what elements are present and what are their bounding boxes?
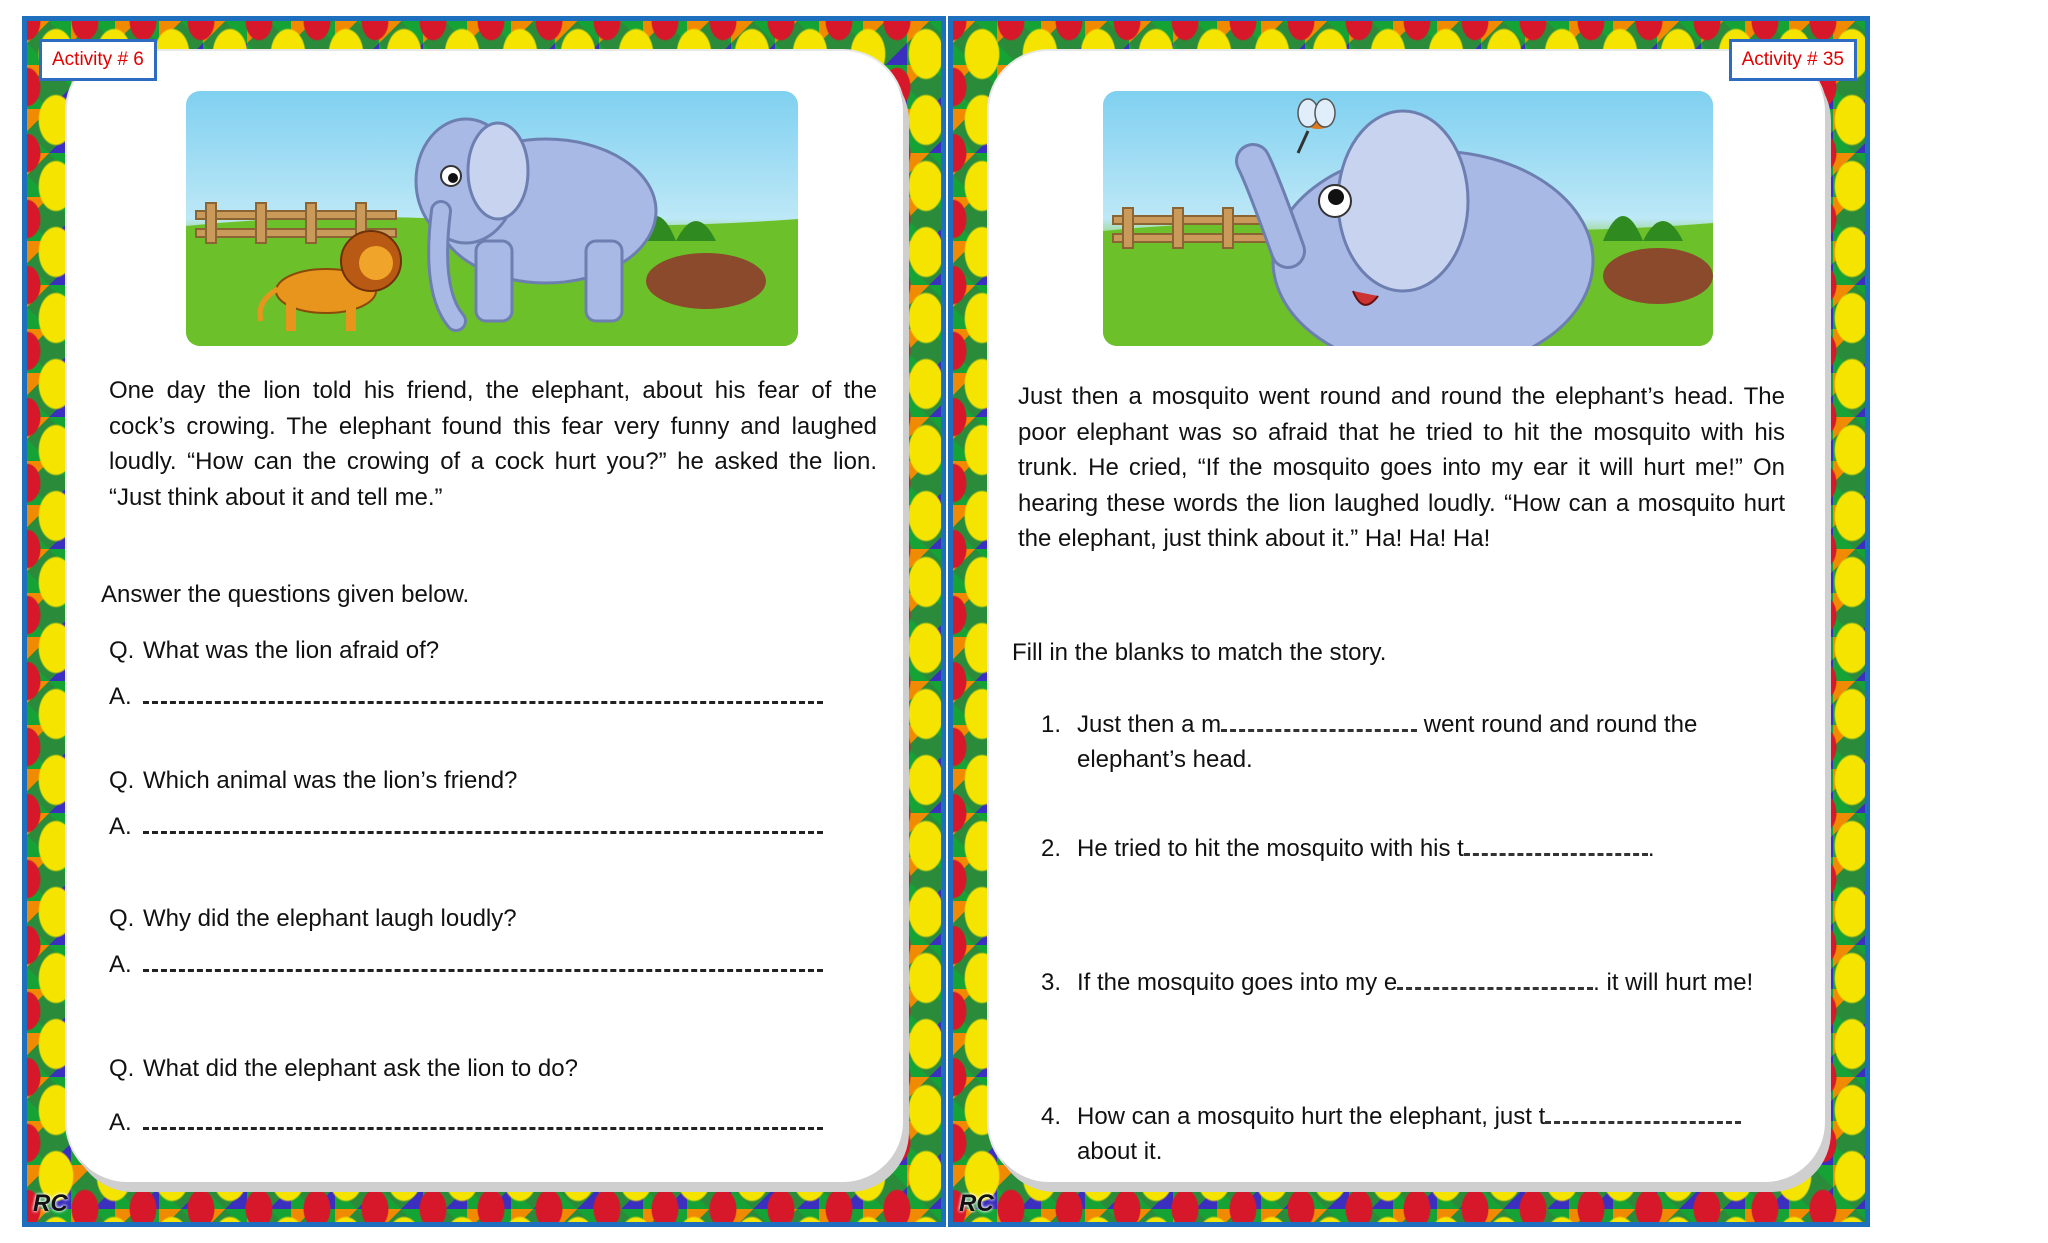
question-text: Which animal was the lion’s friend?: [143, 767, 518, 794]
activity-label: Activity # 35: [1729, 39, 1857, 81]
elephant-and-mosquito-illustration: [1103, 91, 1713, 346]
answer-prefix: A.: [109, 951, 132, 978]
answer-1[interactable]: [109, 683, 849, 711]
instruction-text: Answer the questions given below.: [101, 581, 470, 608]
blank-text-before: If the mosquito goes into my e: [1077, 969, 1398, 996]
right-worksheet-panel: [948, 16, 1870, 1227]
question-4: [109, 1055, 578, 1083]
blank-text-before: Just then a m: [1077, 711, 1222, 738]
item-number: 1.: [1041, 711, 1062, 738]
question-prefix: Q.: [109, 1055, 135, 1082]
blank-line[interactable]: [1545, 1105, 1741, 1124]
question-2: [109, 767, 517, 795]
blank-line[interactable]: [1221, 713, 1417, 732]
blank-line[interactable]: [1464, 837, 1648, 856]
blank-text-before: He tried to hit the mosquito with his t: [1077, 835, 1464, 862]
question-text: Why did the elephant laugh loudly?: [143, 905, 517, 932]
story-paragraph: Just then a mosquito went round and round the elephant’s head. The poor elephant was so afraid that he tried to hit the mosquito with his trunk. He cried, “If the mosquito goes into my ear it will hurt me!” On hearing these words the lion laughed loudly. “How can a mosquito hurt the elephant, just think about it.” Ha! Ha! Ha!: [1018, 383, 1785, 552]
answer-prefix: A.: [109, 1109, 132, 1136]
corner-mark: RC: [33, 1190, 68, 1217]
corner-mark: RC: [959, 1190, 994, 1217]
answer-4[interactable]: [109, 1109, 849, 1137]
item-number: 2.: [1041, 835, 1062, 862]
answer-prefix: A.: [109, 683, 132, 710]
blank-text-after: .: [1647, 835, 1655, 862]
fill-blank-3: [1041, 965, 1801, 1000]
item-number: 4.: [1041, 1103, 1062, 1130]
question-3: [109, 905, 517, 933]
lion-and-elephant-illustration: [186, 91, 798, 346]
story-paragraph: One day the lion told his friend, the elephant, about his fear of the cock’s crowing. The elephant found this fear very funny and laughed loudly. “How can the crowing of a cock hurt you?” he asked the lion. “Just think about it and tell me.”: [109, 377, 877, 511]
fill-blank-4: [1041, 1099, 1801, 1169]
left-worksheet-panel: [22, 16, 946, 1227]
answer-line[interactable]: [143, 1111, 823, 1130]
question-prefix: Q.: [109, 767, 135, 794]
blank-text-after: went round and round the elephant’s head.: [1077, 711, 1698, 773]
question-prefix: Q.: [109, 905, 135, 932]
question-prefix: Q.: [109, 637, 135, 664]
answer-line[interactable]: [143, 815, 823, 834]
answer-line[interactable]: [143, 685, 823, 704]
question-text: What did the elephant ask the lion to do?: [143, 1055, 578, 1082]
item-number: 3.: [1041, 969, 1062, 996]
fill-blank-1: [1041, 707, 1801, 777]
instruction-text: Fill in the blanks to match the story.: [1012, 639, 1387, 666]
answer-2[interactable]: [109, 813, 849, 841]
answer-line[interactable]: [143, 953, 823, 972]
blank-text-after: about it.: [1077, 1138, 1163, 1165]
activity-label: Activity # 6: [39, 39, 157, 81]
answer-3[interactable]: [109, 951, 849, 979]
blank-text-before: How can a mosquito hurt the elephant, just t: [1077, 1103, 1546, 1130]
answer-prefix: A.: [109, 813, 132, 840]
blank-text-after: . it will hurt me!: [1593, 969, 1754, 996]
question-text: What was the lion afraid of?: [143, 637, 440, 664]
fill-blank-2: [1041, 831, 1801, 866]
question-1: [109, 637, 439, 665]
blank-line[interactable]: [1397, 971, 1593, 990]
